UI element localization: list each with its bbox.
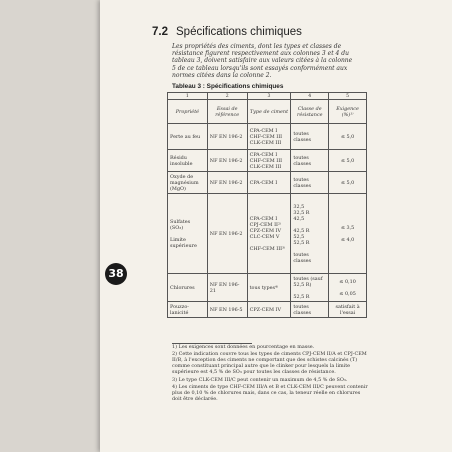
cell-essai: NF EN 196-2: [207, 194, 247, 274]
cell-exigence: ≤ 5,0: [329, 124, 367, 150]
cell-propriete: Chlorures: [168, 274, 208, 302]
cell-classe: toutes classes: [291, 124, 329, 150]
column-header: Classe de résistance: [291, 100, 329, 124]
cell-exigence: ≤ 3,5 ≤ 4,0: [329, 194, 367, 274]
table-row: [168, 150, 367, 172]
footnote: 2) Cette indication couvre tous les types de ciments CPJ-CEM II/A et CPJ-CEM II/B, à l'exception des ciments ne comportant que des schistes calcinés (T) comme constituant principal autre que le clinker pour lesquels la limite supérieure est 4,5 % de SO₃ pour toutes les classes de résistance.: [172, 351, 367, 376]
cell-propriete: Sulfates (SO₃) Limite supérieure: [168, 194, 208, 274]
column-number-row: [168, 93, 367, 100]
cell-essai: NF EN 196-2: [207, 150, 247, 172]
column-header: Propriété: [168, 100, 208, 124]
page-number-badge: 38: [105, 263, 127, 285]
column-header: Essai de référence: [207, 100, 247, 124]
footnote: 1) Les exigences sont données en pourcentage en masse.: [172, 344, 315, 350]
cell-type: CPA-CEM I CHF-CEM III CLK-CEM III: [247, 124, 291, 150]
section-title: Spécifications chimiques: [176, 26, 302, 38]
column-number: 4: [291, 93, 329, 100]
cell-exigence: satisfait à l'essai: [329, 302, 367, 318]
footnote: 3) Le type CLK-CEM III/C peut contenir un maximum de 4,5 % de SO₃.: [172, 376, 348, 383]
header-row: [168, 100, 367, 124]
cell-type: tous types⁴⁾: [247, 274, 291, 302]
section-number: 7.2: [152, 26, 168, 38]
cell-classe: toutes classes: [291, 150, 329, 172]
table-row: [168, 124, 367, 150]
cell-propriete: Perte au feu: [168, 124, 208, 150]
column-number: 1: [168, 93, 208, 100]
cell-propriete: Résidu insoluble: [168, 150, 208, 172]
cell-type: CPZ-CEM IV: [247, 302, 291, 318]
cell-exigence: ≤ 5,0: [329, 172, 367, 194]
table-caption: Tableau 3 : Spécifications chimiques: [172, 83, 284, 90]
footnote: 4) Les ciments de type CHF-CEM III/A et B et CLK-CEM III/C peuvent contenir plus de 0,10 % de chlorures mais, dans ce cas, la teneur réelle en chlorures doit être déclarée.: [172, 383, 368, 402]
cell-exigence: ≤ 0,10 ≤ 0,05: [329, 274, 367, 302]
table-row: [168, 194, 367, 274]
specifications-table: [167, 92, 367, 318]
cell-type: CPA-CEM I CPJ-CEM II²⁾ CPZ-CEM IV CLC-CEM V CHF-CEM III³⁾: [247, 194, 291, 274]
cell-essai: NF EN 196-5: [207, 302, 247, 318]
intro-paragraph: Les propriétés des ciments, dont les types et classes de résistance figurent respectivement aux colonnes 3 et 4 du tableau 3, doivent satisfaire aux valeurs citées à la colonne 5 de ce tableau lorsqu'ils sont essayés conformément aux normes citées dans la colonne 2.: [172, 43, 353, 79]
table-row: [168, 172, 367, 194]
column-number: 2: [207, 93, 247, 100]
cell-classe: toutes classes: [291, 302, 329, 318]
cell-essai: NF EN 196-2: [207, 124, 247, 150]
cell-classe: toutes classes: [291, 172, 329, 194]
footnotes: [172, 345, 370, 404]
column-header: Type de ciment: [247, 100, 291, 124]
table-row: [168, 274, 367, 302]
cell-exigence: ≤ 5,0: [329, 150, 367, 172]
cell-propriete: Pouzzo-lanicité: [168, 302, 208, 318]
column-header: Exigence (%)¹⁾: [329, 100, 367, 124]
cell-essai: NF EN 196-21: [207, 274, 247, 302]
cell-essai: NF EN 196-2: [207, 172, 247, 194]
cell-type: CPA-CEM I: [247, 172, 291, 194]
cell-classe: toutes (sauf 52,5 R) 52,5 R: [291, 274, 329, 302]
column-number: 3: [247, 93, 291, 100]
cell-type: CPA-CEM I CHF-CEM III CLK-CEM III: [247, 150, 291, 172]
cell-classe: 32,5 32,5 R 42,5 42,5 R 52,5 52,5 R toutes classes: [291, 194, 329, 274]
column-number: 5: [329, 93, 367, 100]
table-row: [168, 302, 367, 318]
section-heading: [152, 26, 302, 38]
cell-propriete: Oxyde de magnésium (MgO): [168, 172, 208, 194]
